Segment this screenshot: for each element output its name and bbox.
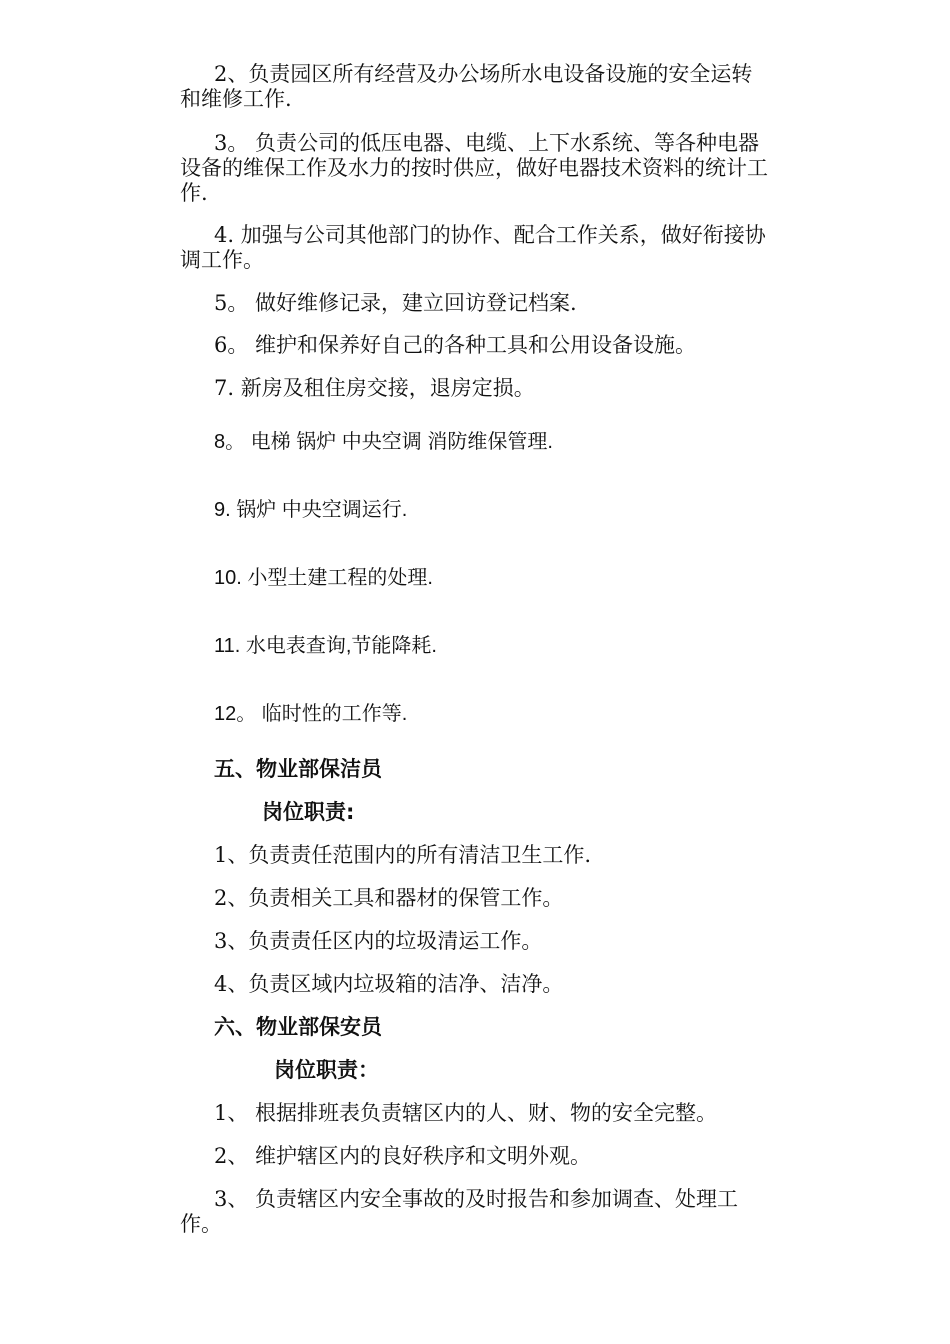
duty-item-6: 6。 维护和保养好自己的各种工具和公用设备设施。 — [214, 333, 697, 357]
section-subheading-security: 岗位职责： — [274, 1058, 379, 1082]
cleaner-duty-3: 3、负责责任区内的垃圾清运工作。 — [214, 929, 543, 953]
duty-item-4: 4. 加强与公司其他部门的协作、配合工作关系，做好衔接协调工作。 — [180, 223, 766, 272]
duty-item-2: 2、负责园区所有经营及办公场所水电设备设施的安全运转和维修工作. — [180, 62, 753, 111]
security-duty-1: 1、 根据排班表负责辖区内的人、财、物的安全完整。 — [214, 1101, 718, 1125]
duty-item-10: 10. 小型土建工程的处理. — [214, 567, 433, 589]
duty-item-5: 5。 做好维修记录，建立回访登记档案. — [214, 291, 577, 315]
duty-item-12: 12。 临时性的工作等. — [214, 703, 408, 725]
duty-item-7: 7. 新房及租住房交接，退房定损。 — [214, 376, 535, 400]
cleaner-duty-2: 2、负责相关工具和器材的保管工作。 — [214, 886, 564, 910]
duty-item-9: 9. 锅炉 中央空调运行. — [214, 499, 408, 521]
security-duty-2: 2、 维护辖区内的良好秩序和文明外观。 — [214, 1144, 592, 1168]
section-heading-cleaner: 五、物业部保洁员 — [214, 757, 382, 781]
security-duty-3: 3、 负责辖区内安全事故的及时报告和参加调查、处理工作。 — [180, 1187, 739, 1236]
cleaner-duty-4: 4、负责区域内垃圾箱的洁净、洁净。 — [214, 972, 564, 996]
section-heading-security: 六、物业部保安员 — [214, 1015, 382, 1039]
section-subheading-cleaner: 岗位职责: — [262, 800, 355, 824]
cleaner-duty-1: 1、负责责任范围内的所有清洁卫生工作. — [214, 843, 592, 867]
duty-item-3: 3。 负责公司的低压电器、电缆、上下水系统、等各种电器设备的维保工作及水力的按时供应，做好电器技术资料的统计工作. — [180, 131, 768, 205]
duty-item-8: 8。 电梯 锅炉 中央空调 消防维保管理. — [214, 431, 553, 453]
duty-item-11: 11. 水电表查询,节能降耗. — [214, 635, 437, 657]
